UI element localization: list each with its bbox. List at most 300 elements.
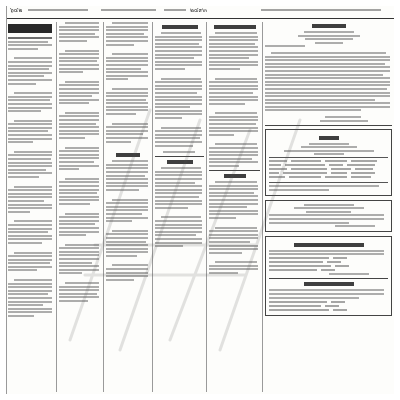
illegible-text-line (8, 255, 52, 257)
illegible-text-line (209, 123, 256, 125)
table-row (269, 261, 388, 263)
illegible-text-line (301, 146, 357, 148)
illegible-text-line (59, 234, 86, 236)
illegible-text-line (155, 178, 202, 180)
illegible-text-line (155, 46, 202, 48)
illegible-text-line (106, 29, 148, 31)
illegible-text-line (209, 241, 250, 243)
illegible-text-line (106, 57, 148, 59)
illegible-text-line (59, 181, 99, 183)
illegible-text-line (209, 43, 255, 45)
illegible-text-line (155, 50, 202, 52)
illegible-text-line (59, 220, 99, 222)
illegible-text-line (8, 283, 52, 285)
illegible-text-line (59, 265, 99, 267)
illegible-text-line (8, 110, 41, 112)
illegible-text-line (59, 269, 99, 271)
illegible-text-line (209, 188, 258, 190)
illegible-text-line (161, 167, 201, 169)
boxed-announcement (265, 236, 392, 316)
illegible-text-line (298, 35, 360, 37)
illegible-text-line (59, 123, 96, 125)
column-2 (59, 22, 101, 392)
illegible-text-line (155, 234, 196, 236)
illegible-text-line (59, 254, 99, 256)
illegible-text-line (106, 233, 148, 235)
section-heading (8, 24, 52, 33)
column-5 (209, 22, 260, 392)
illegible-text-line (59, 84, 99, 86)
table-row (269, 257, 388, 259)
illegible-text-line (215, 143, 257, 145)
illegible-text-line (155, 39, 202, 41)
illegible-text-line (14, 92, 52, 94)
illegible-text-line (106, 185, 148, 187)
illegible-text-line (106, 113, 136, 115)
illegible-text-line (155, 99, 202, 101)
illegible-text-line (304, 204, 354, 206)
section-heading (116, 153, 140, 157)
illegible-text-line (329, 273, 369, 275)
illegible-text-line (265, 63, 385, 65)
illegible-text-line (8, 75, 44, 77)
illegible-text-line (155, 106, 190, 108)
illegible-text-line (106, 44, 134, 46)
illegible-text-line (65, 147, 99, 149)
illegible-text-line (59, 92, 99, 94)
illegible-text-line (155, 200, 202, 202)
table-row (269, 164, 388, 166)
illegible-text-line (209, 158, 252, 160)
illegible-text-line (155, 203, 202, 205)
illegible-text-line (209, 54, 258, 56)
illegible-text-line (106, 40, 148, 42)
illegible-text-line (155, 134, 202, 136)
illegible-text-line (355, 168, 373, 170)
illegible-text-line (14, 57, 52, 59)
illegible-text-line (155, 64, 202, 66)
illegible-text-line (8, 228, 52, 230)
illegible-text-line (112, 53, 148, 55)
illegible-text-line (106, 102, 148, 104)
illegible-text-line (155, 231, 202, 233)
illegible-text-line (325, 176, 347, 178)
illegible-text-line (8, 41, 48, 43)
illegible-text-line (269, 297, 359, 299)
column-rule (262, 22, 263, 392)
illegible-text-line (335, 265, 349, 267)
illegible-text-line (209, 36, 258, 38)
illegible-text-line (8, 304, 43, 306)
illegible-text-line (59, 296, 99, 298)
illegible-text-line (209, 210, 258, 212)
illegible-text-line (155, 130, 202, 132)
illegible-text-line (112, 264, 148, 266)
illegible-text-line (106, 36, 148, 38)
illegible-text-line (209, 185, 258, 187)
illegible-text-line (269, 214, 384, 216)
illegible-text-line (59, 189, 99, 191)
illegible-text-line (8, 107, 52, 109)
illegible-text-line (8, 224, 52, 226)
illegible-text-line (59, 95, 92, 97)
illegible-text-line (209, 217, 236, 219)
date-line (163, 151, 195, 153)
illegible-text-line (215, 112, 257, 114)
illegible-text-line (335, 225, 375, 227)
illegible-text-line (8, 134, 52, 136)
illegible-text-line (59, 29, 99, 31)
illegible-text-line (161, 78, 201, 80)
illegible-text-line (59, 258, 99, 260)
section-heading (167, 160, 193, 164)
illegible-text-line (209, 252, 242, 254)
illegible-text-line (106, 109, 148, 111)
illegible-text-line (269, 309, 329, 311)
illegible-text-line (59, 53, 99, 55)
illegible-text-line (209, 154, 258, 156)
column-4 (155, 22, 204, 392)
illegible-text-line (155, 245, 183, 247)
illegible-text-line (59, 126, 99, 128)
illegible-text-line (209, 237, 258, 239)
illegible-text-line (209, 199, 258, 201)
illegible-text-line (106, 137, 148, 139)
illegible-text-line (8, 79, 52, 81)
illegible-text-line (14, 151, 52, 153)
illegible-text-line (106, 213, 142, 215)
column-rule (56, 22, 57, 392)
illegible-text-line (269, 222, 349, 224)
illegible-text-line (14, 279, 52, 281)
illegible-text-line (106, 99, 146, 101)
column-3 (106, 22, 150, 392)
illegible-text-line (8, 99, 50, 101)
illegible-text-line (8, 96, 52, 98)
illegible-text-line (106, 279, 134, 281)
illegible-text-line (59, 196, 99, 198)
illegible-text-line (269, 164, 281, 166)
illegible-text-line (265, 99, 375, 101)
illegible-text-line (106, 217, 148, 219)
illegible-text-line (65, 213, 99, 215)
illegible-text-line (8, 158, 51, 160)
illegible-text-line (106, 220, 132, 222)
illegible-text-line (59, 40, 87, 42)
illegible-text-line (265, 56, 390, 58)
illegible-text-line (209, 85, 258, 87)
illegible-text-line (265, 95, 390, 97)
illegible-text-line (209, 151, 258, 153)
illegible-text-line (215, 261, 257, 263)
illegible-text-line (327, 261, 341, 263)
illegible-text-line (8, 127, 52, 129)
illegible-text-line (265, 109, 361, 111)
section-heading (214, 25, 256, 29)
illegible-text-line (351, 172, 375, 174)
illegible-text-line (8, 165, 52, 167)
table-row (269, 309, 388, 311)
illegible-text-line (8, 193, 52, 195)
illegible-text-line (155, 81, 202, 83)
illegible-text-line (209, 192, 254, 194)
table-row (269, 301, 388, 303)
illegible-text-line (315, 42, 343, 44)
illegible-text-line (325, 305, 339, 307)
illegible-text-line (106, 255, 137, 257)
illegible-text-line (209, 234, 258, 236)
illegible-text-line (59, 154, 99, 156)
illegible-text-line (8, 231, 48, 233)
table-row (269, 168, 388, 170)
boxed-announcement (265, 200, 392, 232)
illegible-text-line (106, 189, 139, 191)
illegible-text-line (106, 206, 148, 208)
illegible-text-line (59, 203, 90, 205)
illegible-text-line (155, 36, 202, 38)
illegible-text-line (106, 175, 145, 177)
illegible-text-line (8, 154, 52, 156)
illegible-text-line (106, 202, 148, 204)
illegible-text-line (59, 231, 99, 233)
illegible-text-line (209, 206, 247, 208)
illegible-text-line (106, 209, 148, 211)
illegible-text-line (305, 38, 353, 40)
section-rule (209, 170, 260, 171)
illegible-text-line (291, 160, 321, 162)
illegible-text-line (155, 145, 193, 147)
illegible-text-line (209, 57, 249, 59)
illegible-text-line (331, 301, 345, 303)
illegible-text-line (8, 48, 38, 50)
illegible-text-line (155, 92, 197, 94)
section-rule (269, 278, 388, 279)
illegible-text-line (8, 204, 52, 206)
illegible-text-line (209, 213, 258, 215)
illegible-text-line (215, 32, 257, 34)
illegible-text-line (215, 227, 257, 229)
illegible-text-line (265, 70, 390, 72)
illegible-text-line (155, 96, 202, 98)
illegible-text-line (265, 84, 390, 86)
illegible-text-line (155, 242, 202, 244)
illegible-text-line (106, 71, 148, 73)
illegible-text-line (59, 262, 92, 264)
illegible-text-line (112, 230, 148, 232)
illegible-text-line (112, 123, 148, 125)
illegible-text-line (59, 157, 99, 159)
illegible-text-line (8, 138, 52, 140)
illegible-text-line (155, 238, 202, 240)
illegible-text-line (8, 311, 52, 313)
illegible-text-line (106, 130, 148, 132)
illegible-text-line (106, 167, 148, 169)
illegible-text-line (59, 223, 95, 225)
illegible-text-line (321, 269, 335, 271)
illegible-text-line (351, 176, 371, 178)
illegible-text-line (14, 220, 52, 222)
illegible-text-line (8, 293, 48, 295)
illegible-text-line (320, 120, 368, 122)
illegible-text-line (265, 74, 383, 76)
illegible-text-line (325, 116, 361, 118)
illegible-text-line (106, 26, 148, 28)
illegible-text-line (269, 160, 287, 162)
illegible-text-line (8, 176, 39, 178)
illegible-text-line (8, 297, 52, 299)
section-heading (304, 282, 354, 286)
illegible-text-line (106, 95, 148, 97)
illegible-text-line (59, 102, 89, 104)
illegible-text-line (8, 301, 52, 303)
illegible-text-line (265, 59, 390, 61)
illegible-text-line (59, 165, 99, 167)
illegible-text-line (209, 88, 258, 90)
illegible-text-line (59, 64, 99, 66)
illegible-text-line (269, 189, 329, 191)
illegible-text-line (209, 134, 234, 136)
illegible-text-line (269, 253, 384, 255)
column-rule (103, 22, 104, 392)
illegible-text-line (59, 36, 99, 38)
illegible-text-line (106, 141, 131, 143)
illegible-text-line (155, 196, 199, 198)
illegible-text-line (106, 248, 148, 250)
illegible-text-line (59, 168, 79, 170)
section-heading (162, 25, 198, 29)
illegible-text-line (209, 46, 258, 48)
illegible-text-line (59, 300, 88, 302)
illegible-text-line (209, 147, 258, 149)
illegible-text-line (8, 211, 30, 213)
masthead-illegible-text (164, 9, 186, 11)
illegible-text-line (155, 43, 199, 45)
illegible-text-line (65, 244, 99, 246)
illegible-text-line (155, 103, 202, 105)
illegible-text-line (265, 106, 390, 108)
illegible-text-line (265, 102, 390, 104)
illegible-text-line (14, 120, 52, 122)
illegible-text-line (269, 250, 384, 252)
illegible-text-line (59, 71, 83, 73)
illegible-text-line (112, 160, 148, 162)
illegible-text-line (304, 31, 354, 33)
illegible-text-line (112, 22, 148, 24)
illegible-text-line (333, 309, 347, 311)
illegible-text-line (106, 75, 148, 77)
illegible-text-line (265, 92, 390, 94)
illegible-text-line (106, 78, 128, 80)
column-1 (8, 22, 54, 392)
illegible-text-line (65, 22, 99, 24)
illegible-text-line (155, 54, 202, 56)
illegible-text-line (265, 88, 387, 90)
illegible-text-line (269, 293, 384, 295)
illegible-text-line (59, 293, 97, 295)
page-sheet (6, 6, 394, 394)
illegible-text-line (106, 68, 141, 70)
column-rule (152, 22, 153, 392)
illegible-text-line (8, 65, 52, 67)
header-rule (6, 18, 394, 19)
illegible-text-line (59, 289, 99, 291)
notice-table (269, 157, 388, 183)
illegible-text-line (8, 266, 52, 268)
illegible-text-line (209, 272, 238, 274)
illegible-text-line (269, 305, 321, 307)
illegible-text-line (155, 141, 202, 143)
table-row (269, 172, 388, 174)
table-row (269, 265, 388, 267)
illegible-text-line (59, 133, 99, 135)
illegible-text-line (106, 171, 148, 173)
illegible-text-line (8, 103, 52, 105)
illegible-text-line (8, 72, 52, 74)
illegible-text-line (155, 182, 195, 184)
illegible-text-line (14, 186, 52, 188)
illegible-text-line (309, 143, 349, 145)
illegible-text-line (289, 176, 321, 178)
illegible-text-line (269, 261, 323, 263)
illegible-text-line (106, 106, 148, 108)
column-rule (206, 22, 207, 392)
illegible-text-line (269, 185, 379, 187)
illegible-text-line (8, 308, 52, 310)
illegible-text-line (8, 269, 37, 271)
illegible-text-line (155, 117, 182, 119)
illegible-text-line (155, 137, 200, 139)
illegible-text-line (209, 268, 258, 270)
illegible-text-line (209, 103, 245, 105)
illegible-text-line (106, 251, 148, 253)
illegible-text-line (215, 78, 257, 80)
illegible-text-line (8, 290, 52, 292)
illegible-text-line (347, 164, 375, 166)
illegible-text-line (155, 189, 202, 191)
masthead-year: ๒๔๙๓ (190, 7, 207, 14)
table-row (269, 176, 388, 178)
illegible-text-line (155, 110, 202, 112)
illegible-text-line (269, 289, 384, 291)
illegible-text-line (283, 172, 327, 174)
illegible-text-line (8, 37, 52, 39)
illegible-text-line (8, 162, 52, 164)
illegible-text-line (155, 171, 202, 173)
illegible-text-line (269, 269, 317, 271)
illegible-text-line (269, 218, 384, 220)
illegible-text-line (8, 44, 52, 46)
illegible-text-line (59, 60, 97, 62)
illegible-text-line (59, 272, 82, 274)
illegible-text-line (112, 88, 148, 90)
illegible-text-line (59, 286, 99, 288)
illegible-text-line (265, 45, 305, 47)
illegible-text-line (209, 245, 258, 247)
illegible-text-line (209, 195, 258, 197)
illegible-text-line (209, 116, 258, 118)
illegible-text-line (106, 268, 148, 270)
illegible-text-line (59, 247, 99, 249)
illegible-text-line (59, 199, 99, 201)
illegible-text-line (325, 160, 347, 162)
masthead-illegible-text (101, 9, 156, 11)
illegible-text-line (106, 126, 148, 128)
section-heading (224, 174, 246, 178)
illegible-text-line (106, 275, 148, 277)
illegible-text-line (215, 181, 257, 183)
illegible-text-line (265, 66, 390, 68)
illegible-text-line (329, 164, 343, 166)
